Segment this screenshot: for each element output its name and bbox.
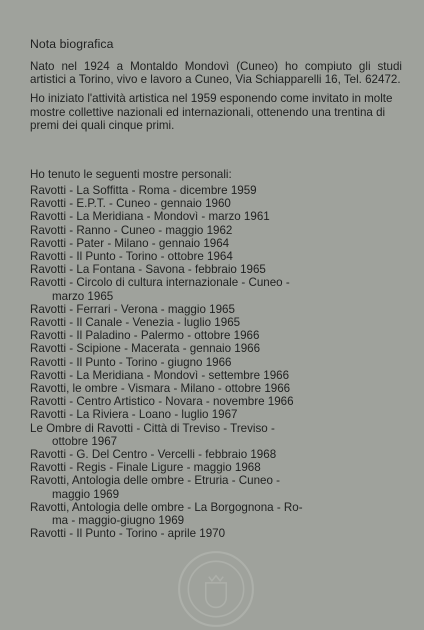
exhibition-item: Ravotti, Antologia delle ombre - Etruria - Cuneo - [30, 474, 281, 488]
exhibition-item: Ravotti - Ranno - Cuneo - maggio 1962 [30, 223, 233, 237]
biography-paragraph-1: Nato nel 1924 a Montaldo Mondovì (Cuneo) ho compiuto gli studi artistici a Torino, vivo e lavoro a Cuneo, Via Schiapparelli 16, Tel. 62472. [30, 60, 402, 87]
exhibition-item: Ravotti - Regis - Finale Ligure - maggio 1968 [30, 461, 261, 475]
exhibition-item: Ravotti - Il Punto - Torino - ottobre 1964 [30, 250, 233, 264]
exhibition-item: Le Ombre di Ravotti - Città di Treviso - Treviso - [30, 421, 275, 435]
exhibition-item: Ravotti, le ombre - Vismara - Milano - ottobre 1966 [30, 382, 291, 396]
exhibition-item: Ravotti - Scipione - Macerata - gennaio 1966 [30, 342, 261, 356]
exhibition-item: Ravotti - G. Del Centro - Vercelli - febbraio 1968 [30, 448, 277, 462]
exhibition-item: Ravotti - Il Punto - Torino - giugno 1966 [30, 355, 232, 369]
exhibition-item: Ravotti, Antologia delle ombre - La Borgognona - Ro- [30, 500, 303, 514]
exhibitions-intro: Ho tenuto le seguenti mostre personali: [30, 168, 232, 181]
exhibition-item: Ravotti - Circolo di cultura internazionale - Cuneo - [30, 276, 290, 290]
stamp-seal-icon [175, 548, 257, 630]
exhibition-item: Ravotti - La Fontana - Savona - febbraio 1965 [30, 263, 266, 277]
exhibition-item: Ravotti - La Soffitta - Roma - dicembre 1959 [30, 184, 257, 197]
page-title: Nota biografica [30, 37, 114, 51]
exhibition-item-continuation: maggio 1969 [52, 487, 120, 501]
exhibitions-list [30, 184, 410, 540]
exhibition-item-continuation: marzo 1965 [52, 289, 114, 303]
exhibition-item-continuation: ottobre 1967 [52, 434, 118, 448]
exhibition-item: Ravotti - Centro Artistico - Novara - novembre 1966 [30, 395, 294, 409]
exhibition-item: Ravotti - Il Punto - Torino - aprile 1970 [30, 527, 226, 541]
exhibition-item: Ravotti - Pater - Milano - gennaio 1964 [30, 236, 230, 250]
exhibition-item-continuation: ma - maggio-giugno 1969 [52, 514, 185, 528]
exhibition-item: Ravotti - Il Canale - Venezia - luglio 1965 [30, 316, 241, 330]
exhibition-item: Ravotti - E.P.T. - Cuneo - gennaio 1960 [30, 197, 231, 211]
biography-paragraph-2: Ho iniziato l'attività artistica nel 1959 esponendo come invitato in molte mostre collettive nazionali ed internazionali, ottenendo una trentina di premi dei quali cinque primi. [30, 92, 393, 132]
exhibition-item: Ravotti - La Riviera - Loano - luglio 1967 [30, 408, 238, 422]
exhibition-item: Ravotti - La Meridiana - Mondovì - settembre 1966 [30, 368, 290, 382]
exhibition-item: Ravotti - Il Paladino - Palermo - ottobre 1966 [30, 329, 260, 343]
biography-text [30, 60, 402, 132]
exhibition-item: Ravotti - La Meridiana - Mondovì - marzo 1961 [30, 210, 270, 224]
exhibition-item: Ravotti - Ferrari - Verona - maggio 1965 [30, 302, 235, 316]
